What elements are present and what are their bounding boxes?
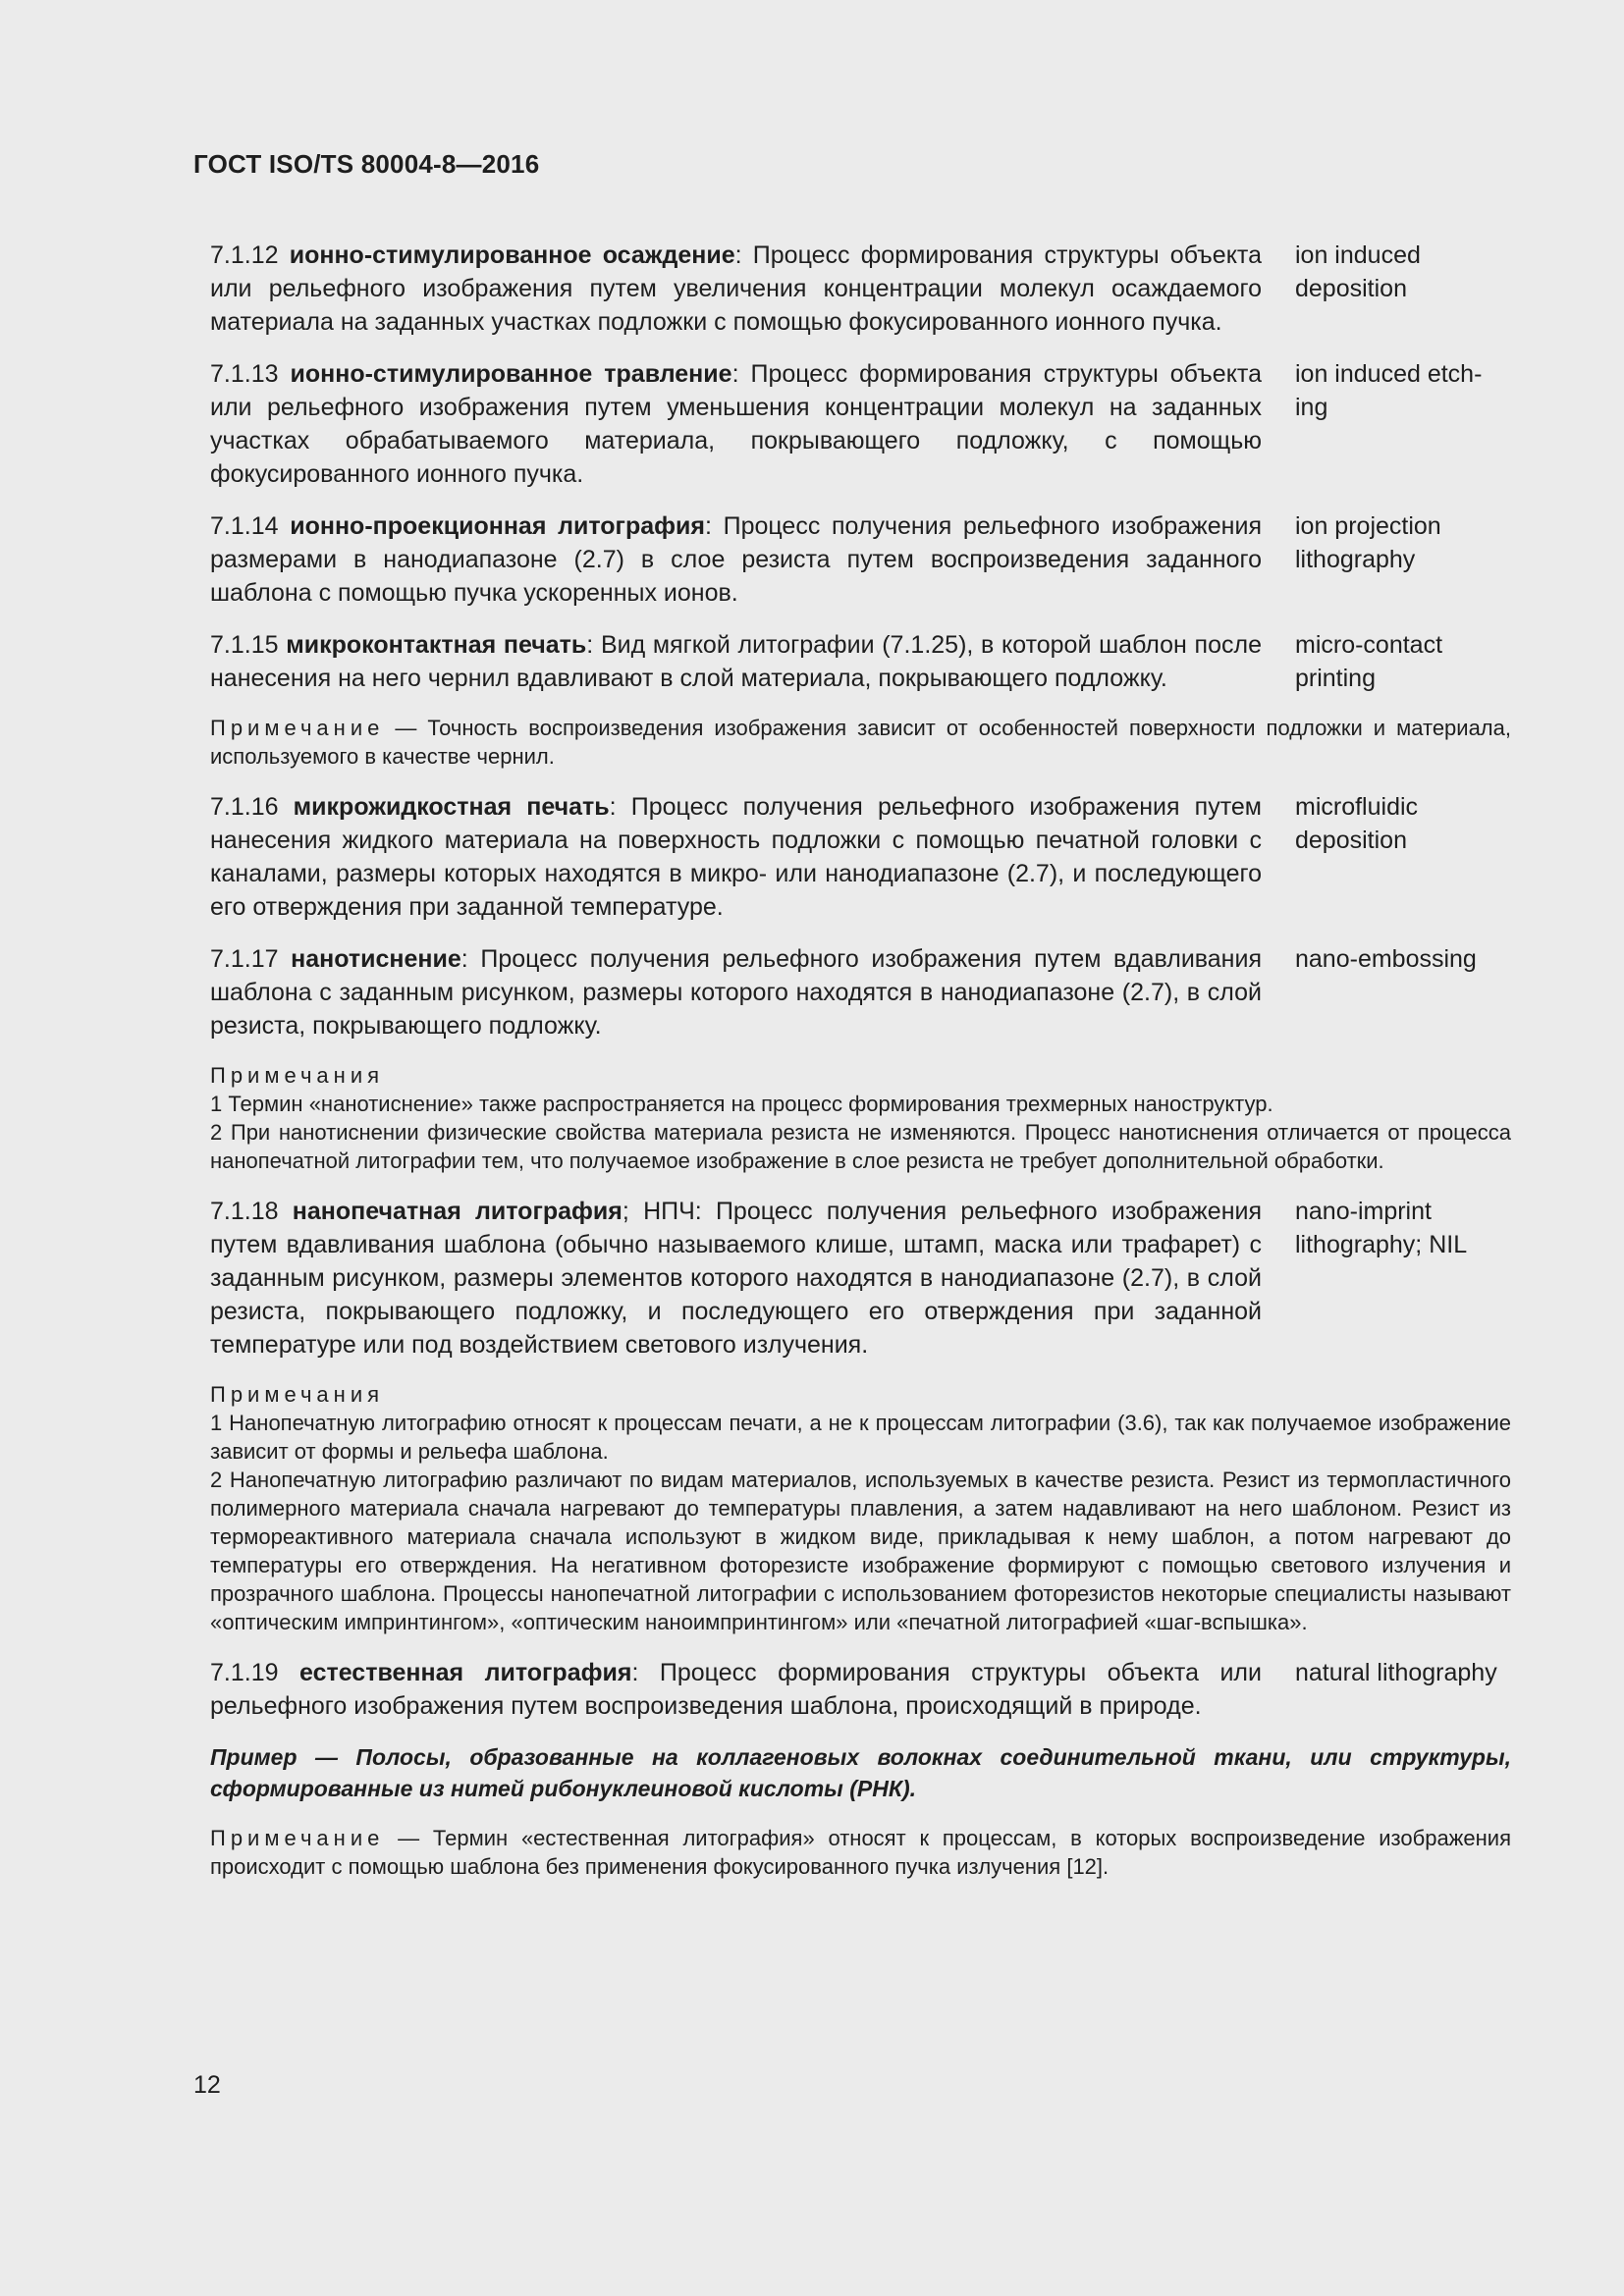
term-name: ионно-стимулированное осаждение bbox=[289, 241, 735, 269]
definition-text: : Процесс формирования структуры объекта или рельефного изображения путем увеличения концентрации молекул осаждаемого материала на заданных участках подложки с помощью фокусированного ионного пучка. bbox=[210, 241, 1263, 336]
note-text: — Термин «естественная литография» относят к процессам, в которых воспроизведение изображения происходит с помощью шаблона без применения фокусированного пучка излучения [12]. bbox=[210, 1826, 1511, 1879]
definition-text: : Процесс формирования структуры объекта или рельефного изображения путем воспроизведения шаблона, происходящий в природе. bbox=[210, 1659, 1262, 1720]
definition-text: ; НПЧ: Процесс получения рельефного изображения путем вдавливания шаблона (обычно называемого клише, штамп, маска или трафарет) с заданным рисунком, размеры элементов которого находятся в нанодиапазоне (2.7), в слой резиста, покрывающего подложку, и последующего его отверждения при заданной температуре или под воздействием светового излучения. bbox=[210, 1198, 1262, 1359]
english-equivalent: ion projection lithography bbox=[1295, 512, 1441, 573]
english-equivalent: ion induced etch- ing bbox=[1295, 360, 1483, 421]
term-number: 7.1.16 bbox=[210, 793, 279, 821]
term-name: нанопечатная литография bbox=[292, 1198, 623, 1225]
note-label: Примечание bbox=[210, 1826, 385, 1850]
page-number: 12 bbox=[193, 2071, 221, 2099]
term-number: 7.1.15 bbox=[210, 631, 279, 659]
term-entry-7-1-17 bbox=[210, 942, 1511, 1042]
note-text: — Точность воспроизведения изображения зависит от особенностей поверхности подложки и материала, используемого в качестве чернил. bbox=[210, 716, 1511, 769]
term-name: естественная литография bbox=[299, 1659, 632, 1686]
note-item: 2 При нанотиснении физические свойства материала резиста не изменяются. Процесс нанотиснения отличается от процесса нанопечатной литографии тем, что получаемое изображение в слое резиста не требует дополнительной обработки. bbox=[210, 1120, 1511, 1173]
term-name: ионно-проекционная литография bbox=[290, 512, 705, 540]
term-name: нанотиснение bbox=[291, 945, 461, 973]
definition-text: : Вид мягкой литографии (7.1.25), в которой шаблон после нанесения на него чернил вдавливают в слой материала, покрывающего подложку. bbox=[210, 631, 1262, 692]
definition-text: : Процесс формирования структуры объекта или рельефного изображения путем уменьшения концентрации молекул на заданных участках обрабатываемого материала, покрывающего подложку, с помощью фокусированного ионного пучка. bbox=[210, 360, 1262, 488]
definition-text: : Процесс получения рельефного изображения путем вдавливания шаблона с заданным рисунком, размеры которого находятся в нанодиапазоне (2.7), в слой резиста, покрывающего подложку. bbox=[210, 945, 1262, 1040]
note-block bbox=[210, 714, 1511, 771]
term-definition bbox=[210, 1656, 1262, 1723]
term-entry-7-1-15 bbox=[210, 628, 1511, 695]
note-block bbox=[210, 1824, 1511, 1881]
term-definition bbox=[210, 1195, 1262, 1362]
english-equivalent: natural lithography bbox=[1295, 1659, 1497, 1686]
english-equivalent: micro-contact printing bbox=[1295, 631, 1443, 692]
term-entry-7-1-16 bbox=[210, 790, 1511, 924]
term-entry-7-1-19 bbox=[210, 1656, 1511, 1723]
definition-text: : Процесс получения рельефного изображения путем нанесения жидкого материала на поверхность подложки с помощью печатной головки с каналами, размеры которых находятся в микро- или нанодиапазоне (2.7), и последующего его отверждения при заданной температуре. bbox=[210, 793, 1262, 921]
notes-block bbox=[210, 1061, 1511, 1175]
term-definition bbox=[210, 357, 1262, 491]
term-definition bbox=[210, 942, 1262, 1042]
english-equivalent: nano-imprint lithography; NIL bbox=[1295, 1198, 1468, 1258]
term-definition bbox=[210, 239, 1262, 339]
term-name: микроконтактная печать bbox=[286, 631, 587, 659]
term-number: 7.1.12 bbox=[210, 241, 279, 269]
definition-text: : Процесс получения рельефного изображения размерами в нанодиапазоне (2.7) в слое резиста путем воспроизведения заданного шаблона с помощью пучка ускоренных ионов. bbox=[210, 512, 1262, 607]
notes-label: Примечания bbox=[210, 1063, 385, 1088]
note-item: 1 Термин «нанотиснение» также распространяется на процесс формирования трехмерных наноструктур. bbox=[210, 1092, 1273, 1116]
document-body bbox=[210, 239, 1511, 1900]
term-definition bbox=[210, 790, 1262, 924]
term-number: 7.1.18 bbox=[210, 1198, 279, 1225]
term-name: ионно-стимулированное травление bbox=[290, 360, 732, 388]
term-entry-7-1-14 bbox=[210, 509, 1511, 610]
note-item: 1 Нанопечатную литографию относят к процессам печати, а не к процессам литографии (3.6), так как получаемое изображение зависит от формы и рельефа шаблона. bbox=[210, 1411, 1511, 1464]
term-entry-7-1-13 bbox=[210, 357, 1511, 491]
term-definition bbox=[210, 509, 1262, 610]
english-equivalent: microfluidic deposition bbox=[1295, 793, 1419, 854]
notes-block bbox=[210, 1380, 1511, 1636]
term-number: 7.1.13 bbox=[210, 360, 279, 388]
term-entry-7-1-18 bbox=[210, 1195, 1511, 1362]
note-item: 2 Нанопечатную литографию различают по видам материалов, используемых в качестве резиста. Резист из термопластичного полимерного материала сначала нагревают до температуры плавления, а затем надавливают на него шаблоном. Резист из термореактивного материала сначала используют в жидком виде, прикладывая к нему шаблон, а потом нагревают до температуры его отверждения. На негативном фоторезисте изображение формируют с помощью светового излучения и прозрачного шаблона. Процессы нанопечатной литографии с использованием фоторезистов некоторые специалисты называют «оптическим импринтингом», «оптическим наноимпринтингом» или «печатной литографией «шаг-вспышка». bbox=[210, 1468, 1511, 1634]
english-equivalent: ion induced deposition bbox=[1295, 241, 1421, 302]
term-number: 7.1.19 bbox=[210, 1659, 279, 1686]
term-definition bbox=[210, 628, 1262, 695]
term-number: 7.1.17 bbox=[210, 945, 279, 973]
example-block: Пример — Полосы, образованные на коллагеновых волокнах соединительной ткани, или структуры, сформированные из нитей рибонуклеиновой кислоты (РНК). bbox=[210, 1744, 1511, 1801]
notes-label: Примечания bbox=[210, 1382, 385, 1407]
document-header: ГОСТ ISO/TS 80004-8—2016 bbox=[193, 149, 540, 179]
term-name: микрожидкостная печать bbox=[293, 793, 610, 821]
note-label: Примечание bbox=[210, 716, 385, 740]
term-entry-7-1-12 bbox=[210, 239, 1511, 339]
term-number: 7.1.14 bbox=[210, 512, 279, 540]
english-equivalent: nano-embossing bbox=[1295, 945, 1477, 973]
